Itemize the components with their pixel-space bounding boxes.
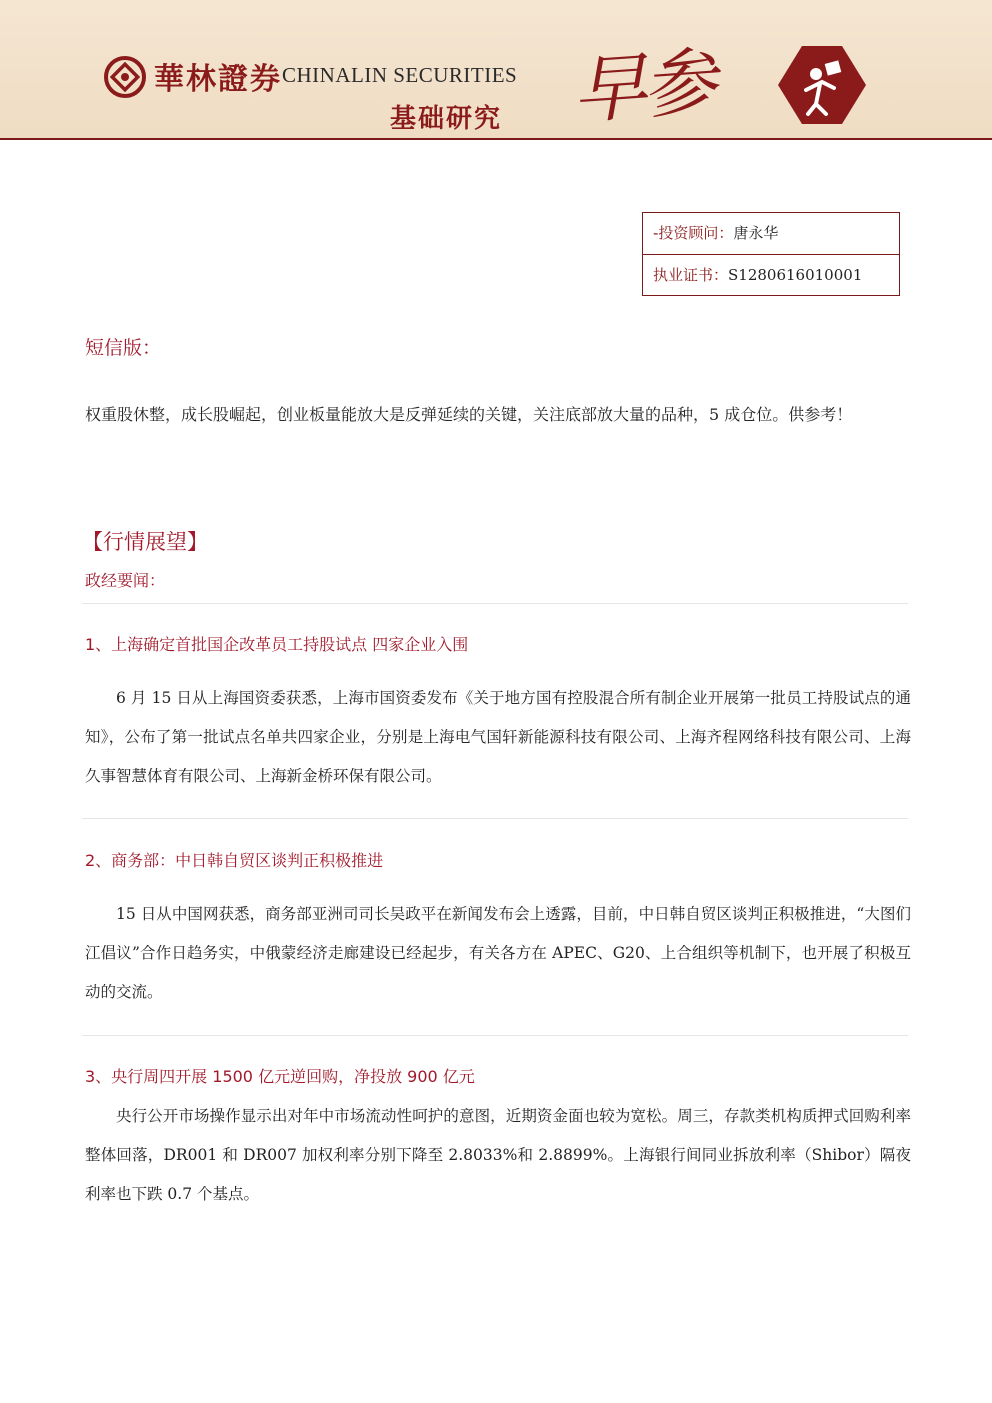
- advisor-name-label: -投资顾问：: [653, 224, 734, 242]
- section-divider: [82, 818, 908, 819]
- advisor-name-row: [643, 213, 899, 254]
- news-item-body: 15 日从中国网获悉，商务部亚洲司司长吴政平在新闻发布会上透露，目前，中日韩自贸区谈判正积极推进，“大图们江倡议”合作日趋务实，中俄蒙经济走廊建设已经起步，有关各方在 APEC、G20、上合组织等机制下，也开展了积极互动的交流。: [85, 905, 911, 1001]
- brand-name-cn: 華林證券: [154, 62, 282, 97]
- department-label: 基础研究: [390, 104, 503, 134]
- news-item-body: 央行公开市场操作显示出对年中市场流动性呵护的意图，近期资金面也较为宽松。周三，存款类机构质押式回购利率整体回落，DR001 和 DR007 加权利率分别下降至 2.8033%和 2.8899%。上海银行间同业拆放利率（Shibor）隔夜利率也下跌 0.7 个基点。: [85, 1107, 911, 1203]
- advisor-cert-value: S1280616010001: [728, 266, 863, 284]
- news-label: 政经要闻：: [85, 571, 166, 590]
- sms-section-body: 权重股休整，成长股崛起，创业板量能放大是反弹延续的关键，关注底部放大量的品种，5 成仓位。供参考！: [85, 405, 853, 424]
- news-item-title: 2、商务部：中日韩自贸区谈判正积极推进: [85, 851, 384, 870]
- news-item-title: 3、央行周四开展 1500 亿元逆回购，净投放 900 亿元: [85, 1067, 475, 1086]
- market-outlook-title: 【行情展望】: [82, 530, 208, 554]
- sms-section-title: 短信版：: [85, 337, 162, 359]
- advisor-name-value: 唐永华: [733, 224, 779, 242]
- news-item-title: 1、上海确定首批国企改革员工持股试点 四家企业入围: [85, 635, 469, 654]
- section-divider: [82, 603, 908, 604]
- advisor-cert-label: 执业证书：: [653, 266, 729, 284]
- news-item-body: 6 月 15 日从上海国资委获悉，上海市国资委发布《关于地方国有控股混合所有制企业开展第一批员工持股试点的通知》，公布了第一批试点名单共四家企业，分别是上海电气国轩新能源科技有限公司、上海齐程网络科技有限公司、上海久事智慧体育有限公司、上海新金桥环保有限公司。: [85, 689, 911, 785]
- advisor-cert-row: [643, 254, 899, 295]
- reader-emblem-icon: [776, 44, 868, 126]
- report-title: 早参: [569, 39, 716, 135]
- chinalin-logo-icon: [104, 56, 146, 98]
- advisor-info-box: [642, 212, 900, 296]
- page-header: [0, 0, 992, 140]
- section-divider: [82, 1035, 908, 1036]
- brand-name-en: CHINALIN SECURITIES: [282, 63, 518, 87]
